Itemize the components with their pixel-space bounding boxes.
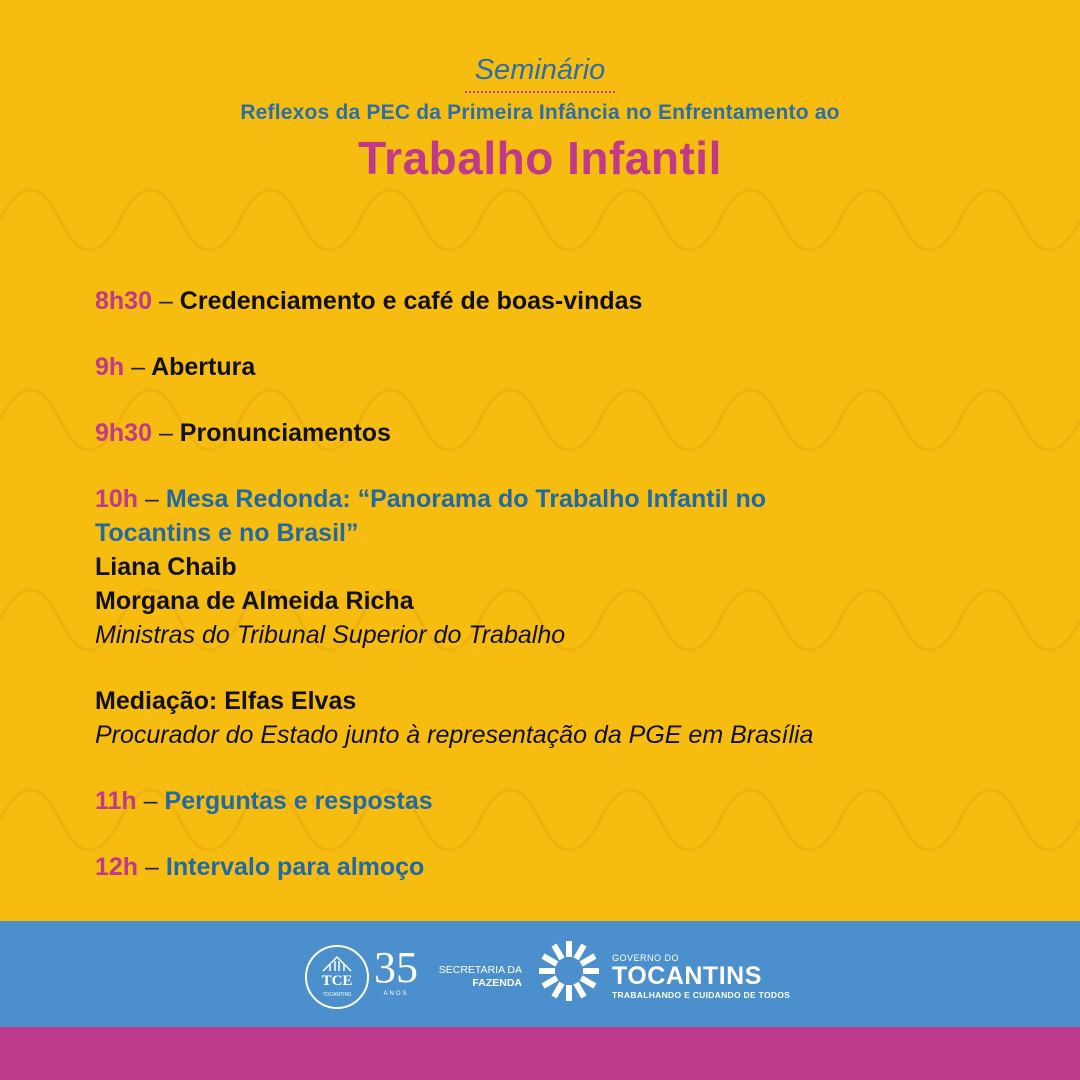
schedule-time: 10h bbox=[95, 485, 139, 513]
schedule-list bbox=[95, 284, 1015, 884]
schedule-item-pronunciamentos bbox=[95, 416, 1015, 450]
schedule-text: Abertura bbox=[151, 353, 256, 381]
mediation-label: Mediação: bbox=[95, 687, 218, 715]
seminar-header bbox=[0, 55, 1080, 185]
schedule-item-abertura bbox=[95, 350, 1015, 384]
schedule-text: Intervalo para almoço bbox=[165, 853, 425, 881]
anniversary-label: ANOS bbox=[383, 991, 409, 997]
schedule-text: Mesa Redonda: “Panorama do Trabalho Infantil no bbox=[165, 485, 766, 513]
schedule-text: Perguntas e respostas bbox=[164, 787, 433, 815]
schedule-text: Credenciamento e café de boas-vindas bbox=[179, 287, 643, 315]
building-icon bbox=[321, 953, 353, 973]
seminar-subtitle: Reflexos da PEC da Primeira Infância no Enfrentamento ao bbox=[240, 100, 840, 124]
tce-logo bbox=[305, 945, 369, 1009]
tce-logo-sub: TOCANTINS bbox=[322, 992, 352, 998]
schedule-item-perguntas bbox=[95, 784, 1015, 818]
gov-line1: GOVERNO DO bbox=[612, 953, 680, 963]
mediator-role: Procurador do Estado junto à representação da PGE em Brasília bbox=[95, 721, 814, 749]
footer-pink-band bbox=[0, 1027, 1080, 1080]
tce-logo-text: TCE bbox=[321, 973, 353, 989]
anniversary-logo bbox=[371, 945, 421, 1009]
schedule-item-mesa-redonda bbox=[95, 482, 1015, 752]
separator-dash: – bbox=[158, 287, 173, 315]
anniversary-number: 35 bbox=[374, 943, 418, 992]
schedule-time: 9h30 bbox=[95, 419, 152, 447]
governo-tocantins-logo bbox=[612, 953, 790, 1000]
separator-dash: – bbox=[143, 787, 158, 815]
gov-line2: TOCANTINS bbox=[612, 962, 762, 990]
schedule-time: 12h bbox=[95, 853, 139, 881]
separator-dash: – bbox=[145, 485, 159, 513]
separator-dash: – bbox=[158, 419, 173, 447]
sefaz-line2: FAZENDA bbox=[472, 977, 522, 989]
sefaz-line1: SECRETARIA DA bbox=[438, 964, 522, 976]
mediator-name: Elfas Elvas bbox=[224, 687, 357, 715]
seminar-kicker: Seminário bbox=[465, 55, 616, 93]
schedule-item-intervalo bbox=[95, 850, 1015, 884]
schedule-item-credenciamento bbox=[95, 284, 1015, 318]
separator-dash: – bbox=[131, 353, 146, 381]
gov-line3: TRABALHANDO E CUIDANDO DE TODOS bbox=[612, 990, 791, 1000]
schedule-time: 11h bbox=[95, 787, 137, 815]
schedule-text: Pronunciamentos bbox=[179, 419, 391, 447]
schedule-text-continued: Tocantins e no Brasil” bbox=[95, 519, 359, 547]
footer-logo-bar bbox=[0, 921, 1080, 1027]
speaker-name: Morgana de Almeida Richa bbox=[95, 587, 414, 615]
schedule-time: 9h bbox=[95, 353, 125, 381]
separator-dash: – bbox=[145, 853, 159, 881]
tocantins-sun-icon bbox=[538, 940, 600, 1002]
speaker-name: Liana Chaib bbox=[95, 553, 237, 581]
speaker-role: Ministras do Tribunal Superior do Trabalho bbox=[95, 621, 566, 649]
sefaz-logo bbox=[430, 964, 522, 990]
schedule-time: 8h30 bbox=[95, 287, 152, 315]
seminar-title: Trabalho Infantil bbox=[358, 131, 722, 184]
